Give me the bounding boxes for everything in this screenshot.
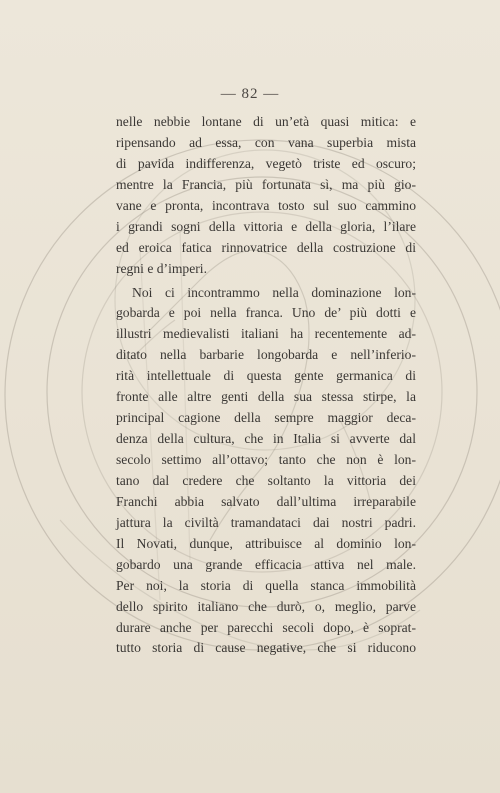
text-line: mentre la Francia, più fortunata sì, ma più gio- <box>116 176 416 192</box>
text-line: i grandi sogni della vittoria e della gloria, l’ilare <box>116 218 416 234</box>
text-line: ed eroica fatica rinnovatrice della costruzione di <box>116 239 416 255</box>
text-line: regni e d’imperi. <box>116 260 207 276</box>
text-line: tutto storia di cause negative, che si riducono <box>116 640 416 656</box>
text-line: gobardo una grande efficacia attiva nel male. <box>116 556 416 572</box>
text-line: Il Novati, dunque, attribuisce al dominio lon- <box>116 535 416 551</box>
text-line: illustri medievalisti italiani ha recentemente ad- <box>116 326 416 342</box>
text-line: principal cagione della sempre maggior deca- <box>116 410 416 426</box>
text-line: di pavida indifferenza, vegetò triste ed oscuro; <box>116 155 416 171</box>
text-line: dello spirito italiano che durò, o, meglio, parve <box>116 598 416 614</box>
text-line: secolo settimo all’ottavo; tanto che non è lon- <box>116 452 416 467</box>
text-line: Noi ci incontrammo nella dominazione lon- <box>132 284 416 300</box>
paragraph <box>116 112 416 280</box>
body-text <box>116 112 416 659</box>
text-line: ripensando ad essa, con vana superbia mista <box>116 134 416 150</box>
text-line: denza della cultura, che in Italia si avverte dal <box>116 431 416 447</box>
text-line: Franchi abbia salvato dall’ultima irreparabile <box>116 493 416 509</box>
text-line: durare anche per parecchi secoli dopo, è soprat- <box>116 619 416 635</box>
text-line: Per noi, la storia di quella stanca immobilità <box>116 577 416 593</box>
paragraph <box>116 283 416 660</box>
page-number: — 82 — <box>220 86 280 102</box>
text-line: rità intellettuale di questa gente germanica di <box>116 368 416 384</box>
text-line: jattura la civiltà tramandataci dai nostri padri. <box>116 514 416 530</box>
text-line: fronte alle altre genti della sua stessa stirpe, la <box>116 389 416 405</box>
text-line: nelle nebbie lontane di un’età quasi mitica: e <box>116 114 416 129</box>
text-line: gobarda e poi nella franca. Uno de’ più dotti e <box>116 305 416 321</box>
text-line: vane e pronta, incontrava tosto sul suo cammino <box>116 197 416 213</box>
text-line: tano dal credere che soltanto la vittoria dei <box>116 472 416 488</box>
text-line: ditato nella barbarie longobarda e nell’inferio- <box>116 347 416 363</box>
